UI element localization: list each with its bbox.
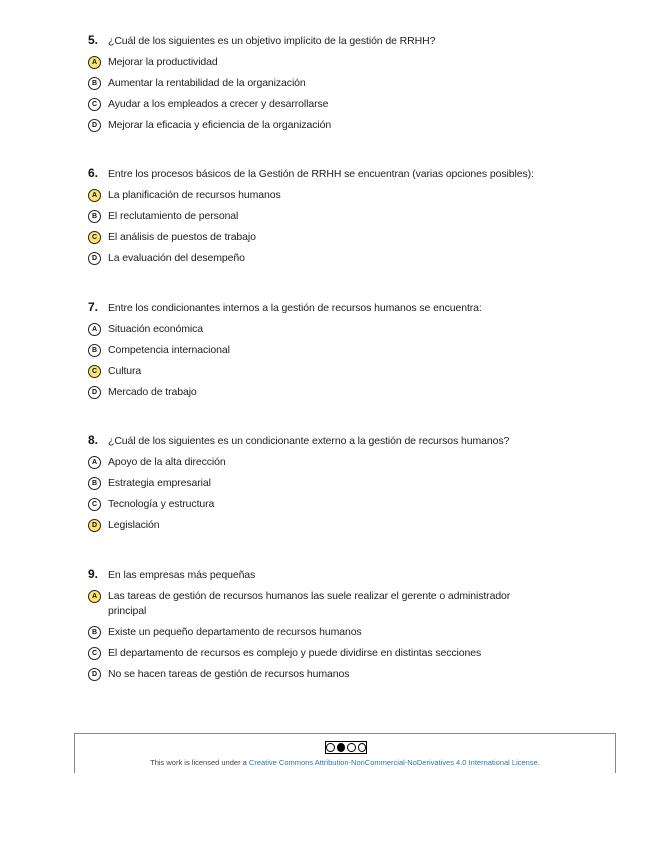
option-b[interactable] <box>88 76 588 91</box>
option-text: Mejorar la eficacia y eficiencia de la organización <box>108 119 332 131</box>
question-header <box>88 33 588 49</box>
question-number: 5. <box>88 33 99 47</box>
option-badge-icon: C <box>88 231 101 244</box>
option-c[interactable] <box>88 230 608 245</box>
option-badge-icon: D <box>88 668 101 681</box>
option-text: Aumentar la rentabilidad de la organización <box>108 77 306 89</box>
cc-by-nc-nd-icon[interactable] <box>325 741 367 754</box>
option-a[interactable] <box>88 589 548 619</box>
option-c[interactable] <box>88 364 588 379</box>
license-text <box>75 758 615 767</box>
option-d[interactable] <box>88 385 588 400</box>
option-text: Las tareas de gestión de recursos humanos las suele realizar el gerente o administrador principal <box>108 590 511 617</box>
question-header <box>88 567 548 583</box>
nd-icon <box>358 743 367 752</box>
option-badge-icon: A <box>88 323 101 336</box>
question-text: Entre los condicionantes internos a la gestión de recursos humanos se encuentra: <box>108 302 482 314</box>
option-text: La evaluación del desempeño <box>108 252 245 264</box>
option-d[interactable] <box>88 118 588 133</box>
option-text: Cultura <box>108 365 142 377</box>
option-badge-icon: B <box>88 626 101 639</box>
option-badge-icon: B <box>88 344 101 357</box>
question-number: 9. <box>88 567 99 581</box>
option-badge-icon: A <box>88 456 101 469</box>
option-d[interactable] <box>88 251 608 266</box>
option-b[interactable] <box>88 209 608 224</box>
license-link[interactable]: Creative Commons Attribution-NonCommercial-NoDerivatives 4.0 International License <box>248 758 538 767</box>
option-badge-icon: D <box>88 119 101 132</box>
question-5 <box>88 33 588 139</box>
question-number: 6. <box>88 166 99 180</box>
question-9 <box>88 567 548 688</box>
question-8 <box>88 433 588 539</box>
option-a[interactable] <box>88 188 608 203</box>
option-badge-icon: A <box>88 590 101 603</box>
option-d[interactable] <box>88 667 548 682</box>
option-badge-icon: C <box>88 647 101 660</box>
option-c[interactable] <box>88 497 588 512</box>
option-text: No se hacen tareas de gestión de recursos humanos <box>108 668 350 680</box>
question-7 <box>88 300 588 406</box>
option-badge-icon: B <box>88 210 101 223</box>
by-icon <box>337 743 346 752</box>
license-prefix: This work is licensed under a <box>150 758 249 767</box>
option-b[interactable] <box>88 625 548 640</box>
question-header <box>88 300 588 316</box>
cc-icon <box>326 743 335 752</box>
option-text: Situación económica <box>108 323 203 335</box>
option-text: Mejorar la productividad <box>108 56 218 68</box>
option-text: Tecnología y estructura <box>108 498 215 510</box>
option-text: El departamento de recursos es complejo y puede dividirse en distintas secciones <box>108 647 482 659</box>
question-text: Entre los procesos básicos de la Gestión de RRHH se encuentran (varias opciones posibles): <box>108 168 534 180</box>
question-text: En las empresas más pequeñas <box>108 569 256 581</box>
option-text: Mercado de trabajo <box>108 386 197 398</box>
option-badge-icon: D <box>88 386 101 399</box>
option-a[interactable] <box>88 322 588 337</box>
option-c[interactable] <box>88 97 588 112</box>
option-badge-icon: C <box>88 365 101 378</box>
license-suffix: . <box>537 758 540 767</box>
nc-icon <box>347 743 356 752</box>
question-text: ¿Cuál de los siguientes es un condicionante externo a la gestión de recursos humanos? <box>108 435 510 447</box>
option-badge-icon: B <box>88 77 101 90</box>
option-badge-icon: A <box>88 56 101 69</box>
option-badge-icon: B <box>88 477 101 490</box>
question-6 <box>88 166 608 272</box>
option-text: Ayudar a los empleados a crecer y desarrollarse <box>108 98 329 110</box>
option-text: El reclutamiento de personal <box>108 210 239 222</box>
question-number: 8. <box>88 433 99 447</box>
license-footer <box>74 733 616 773</box>
option-text: Existe un pequeño departamento de recursos humanos <box>108 626 362 638</box>
option-badge-icon: D <box>88 519 101 532</box>
option-badge-icon: C <box>88 98 101 111</box>
option-c[interactable] <box>88 646 548 661</box>
question-text: ¿Cuál de los siguientes es un objetivo implícito de la gestión de RRHH? <box>108 35 436 47</box>
option-text: Legislación <box>108 519 160 531</box>
option-d[interactable] <box>88 518 588 533</box>
option-text: El análisis de puestos de trabajo <box>108 231 256 243</box>
question-number: 7. <box>88 300 99 314</box>
option-a[interactable] <box>88 455 588 470</box>
option-badge-icon: C <box>88 498 101 511</box>
question-header <box>88 433 588 449</box>
option-text: Competencia internacional <box>108 344 230 356</box>
option-badge-icon: D <box>88 252 101 265</box>
option-text: Apoyo de la alta dirección <box>108 456 226 468</box>
option-b[interactable] <box>88 343 588 358</box>
option-badge-icon: A <box>88 189 101 202</box>
option-b[interactable] <box>88 476 588 491</box>
question-header <box>88 166 608 182</box>
option-a[interactable] <box>88 55 588 70</box>
option-text: Estrategia empresarial <box>108 477 211 489</box>
option-text: La planificación de recursos humanos <box>108 189 281 201</box>
